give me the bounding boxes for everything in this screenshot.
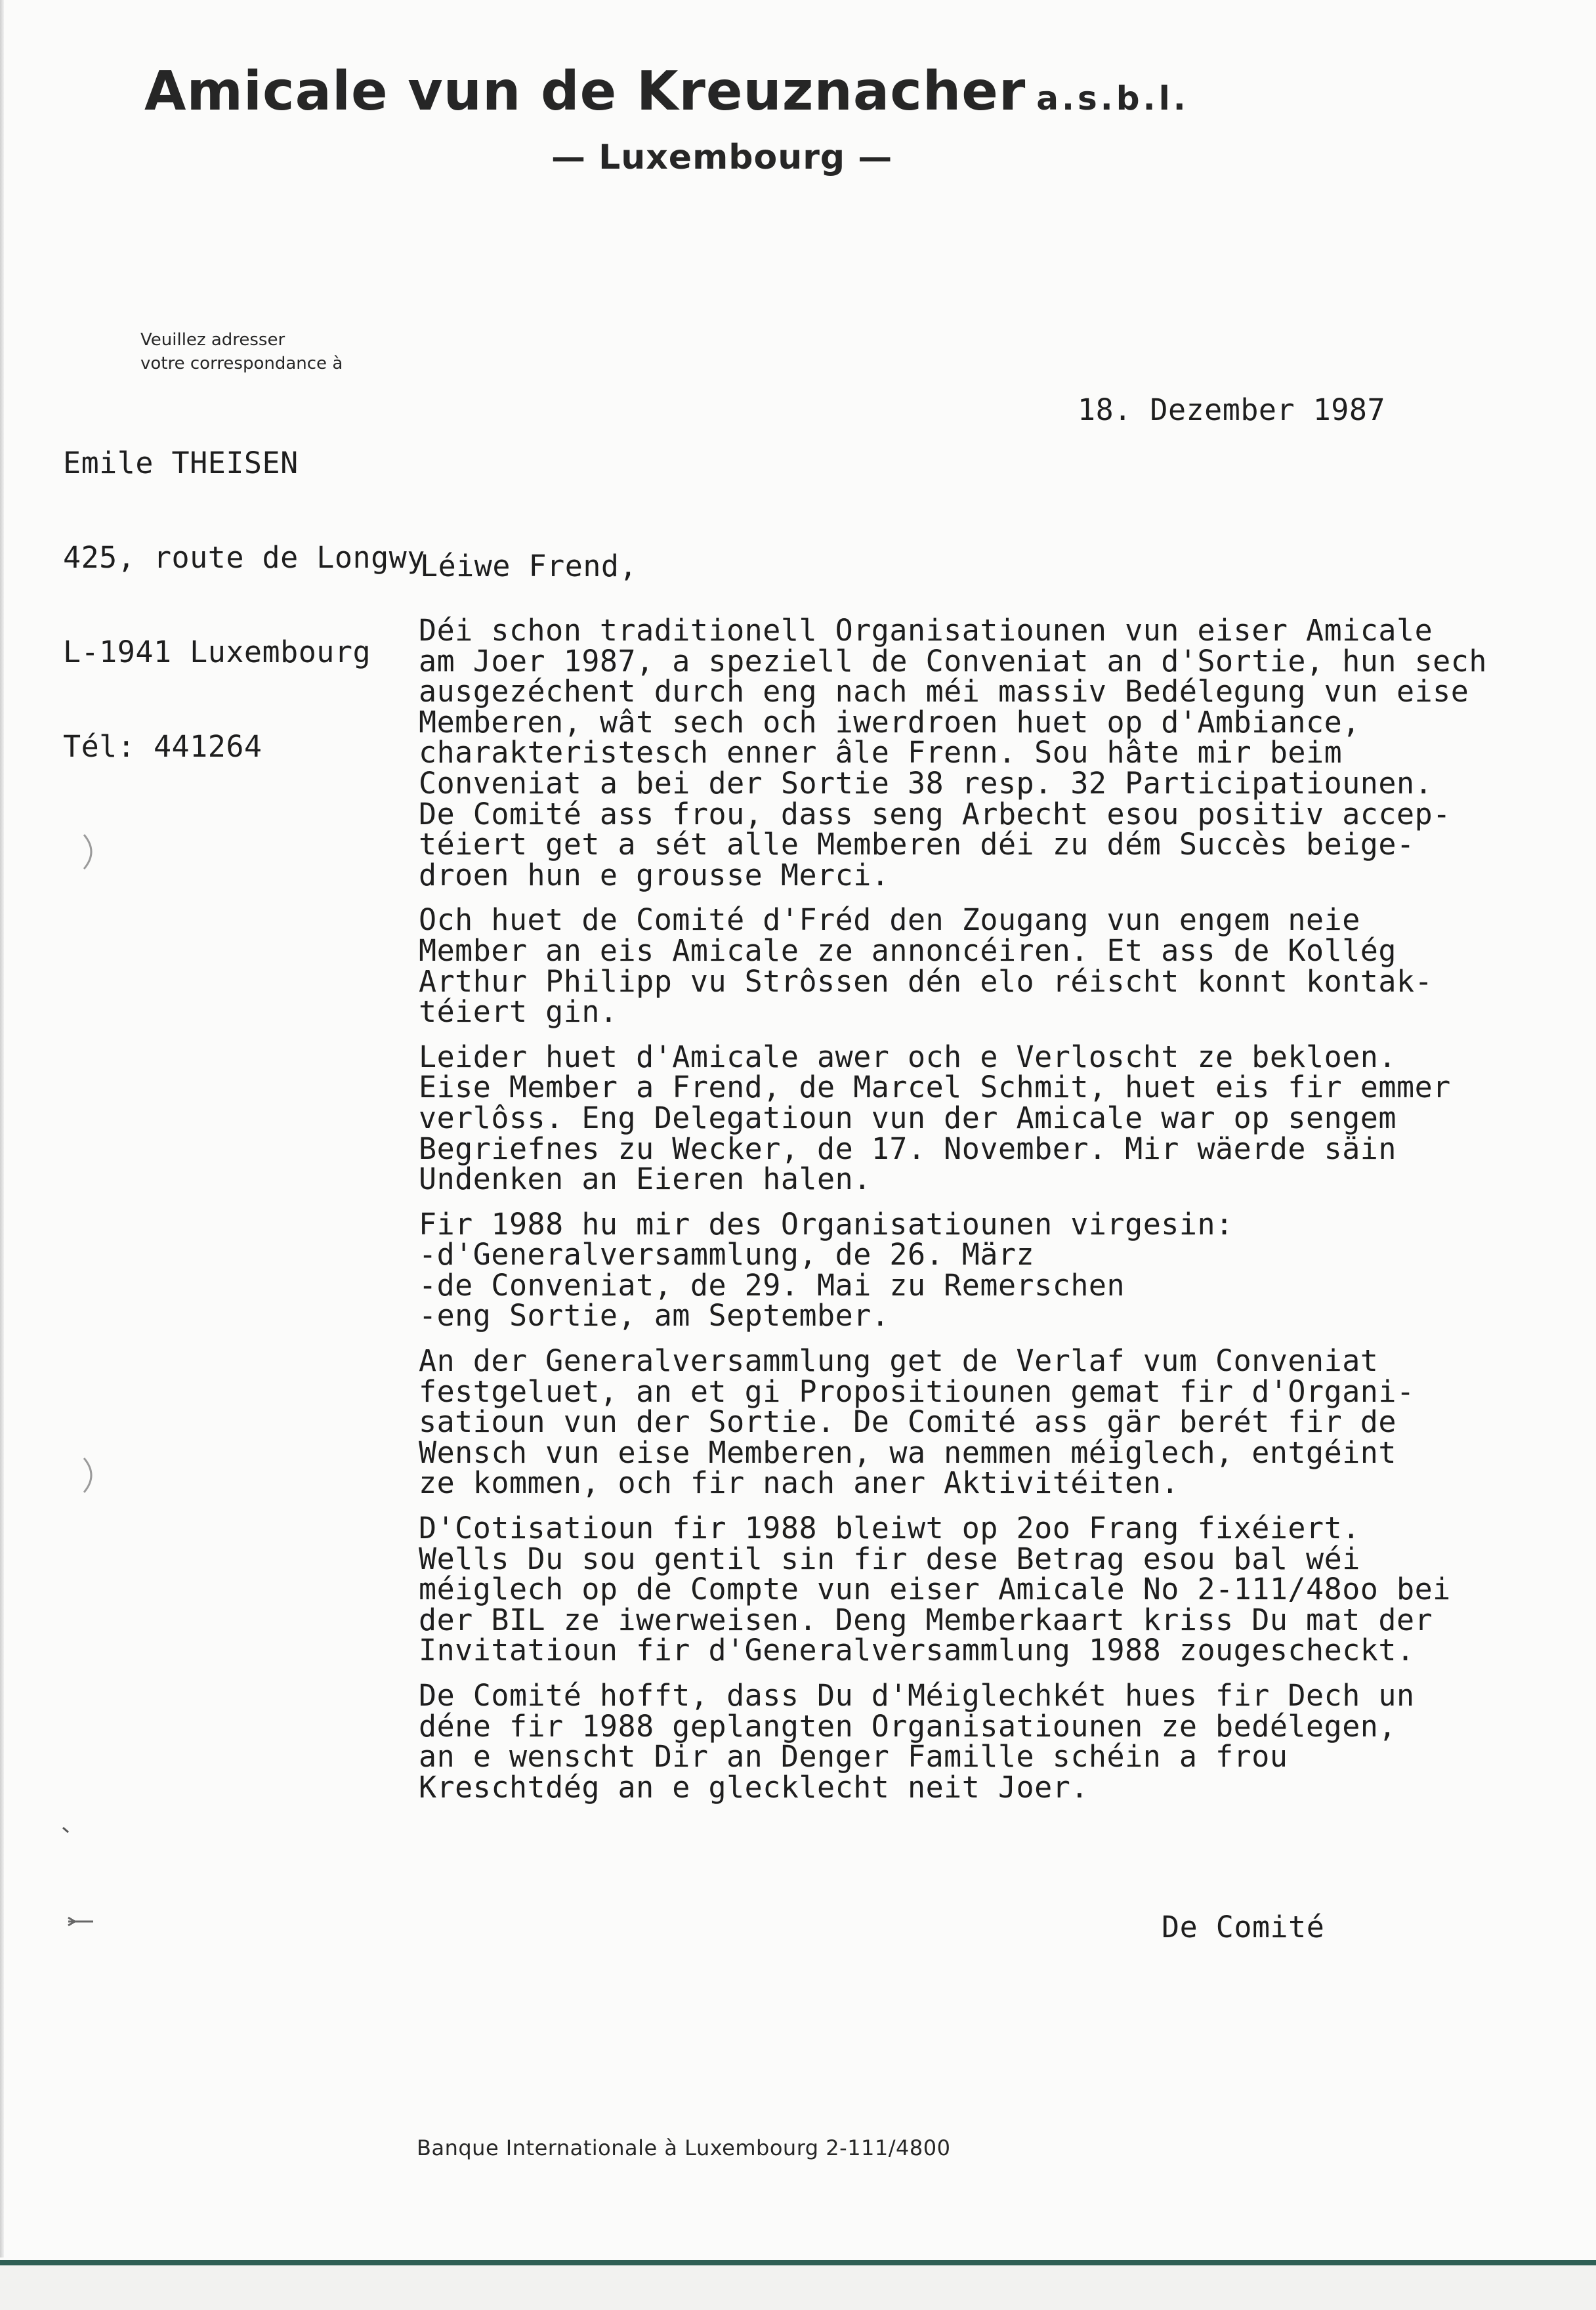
paragraph-line: charakteristesch enner âle Frenn. Sou hâte mir beim xyxy=(419,735,1343,770)
paragraph-line: Arthur Philipp vu Strôssen dén elo réischt konnt kontak- xyxy=(419,963,1433,999)
salutation: Léiwe Frend, xyxy=(420,549,638,583)
page-edge-shadow xyxy=(0,0,4,2258)
paragraph-line: Leider huet d'Amicale awer och e Verloscht ze bekloen. xyxy=(419,1039,1396,1074)
paragraph-line: An der Generalversammlung get de Verlaf vum Conveniat xyxy=(419,1343,1379,1379)
correspondence-note xyxy=(140,328,469,375)
bank-footer: Banque Internationale à Luxembourg 2-111/4800 xyxy=(417,2135,951,2160)
paragraph-line: -d'Generalversammlung, de 26. März xyxy=(419,1237,1035,1272)
paragraph-line: verlôss. Eng Delegatioun vun der Amicale war op sengem xyxy=(419,1100,1396,1135)
sender-name: Emile THEISEN xyxy=(63,446,299,480)
paragraph-line: Kreschtdég an e glecklecht neit Joer. xyxy=(419,1769,1089,1805)
paragraph-line: Fir 1988 hu mir des Organisatiounen virgesin: xyxy=(419,1206,1234,1242)
punch-hole-mark xyxy=(79,1456,101,1495)
letter-paragraph xyxy=(419,1343,1574,1501)
letterhead-title xyxy=(144,60,1457,123)
paragraph-line: D'Cotisatioun fir 1988 bleiwt op 2oo Frang fixéiert. xyxy=(419,1511,1360,1546)
letter-paragraph xyxy=(419,1513,1574,1666)
paragraph-line: ze kommen, och fir nach aner Aktivitéiten. xyxy=(419,1465,1179,1501)
paragraph-line: ausgezéchent durch eng nach méi massiv Bedélegung vun eise xyxy=(419,674,1469,709)
paragraph-line: an e wenscht Dir an Denger Famille schéin a frou xyxy=(419,1739,1288,1774)
sender-city: L-1941 Luxembourg xyxy=(63,635,371,669)
paragraph-line: Memberen, wât sech och iwerdroen huet op d'Ambiance, xyxy=(419,704,1360,740)
margin-arrow-mark xyxy=(66,1915,98,1928)
association-name: Amicale vun de Kreuznacher xyxy=(144,60,1026,123)
correspondence-line: votre correspondance à xyxy=(140,354,343,373)
letter-paragraph xyxy=(419,1039,1574,1197)
paragraph-line: -de Conveniat, de 29. Mai zu Remerschen xyxy=(419,1267,1125,1303)
correspondence-line: Veuillez adresser xyxy=(140,330,285,350)
sender-address xyxy=(63,385,425,826)
paragraph-line: téiert gin. xyxy=(419,994,618,1030)
paragraph-line: Wells Du sou gentil sin fir dese Betrag esou bal wéi xyxy=(419,1541,1360,1576)
paragraph-line: déne fir 1988 geplangten Organisatiounen ze bedélegen, xyxy=(419,1708,1396,1744)
letter-paragraph xyxy=(419,1678,1574,1805)
bottom-strip xyxy=(0,2265,1596,2310)
letterhead-location: — Luxembourg — xyxy=(551,138,893,177)
paragraph-line: Wensch vun eise Memberen, wa nemmen méiglech, entgéint xyxy=(419,1435,1396,1470)
paragraph-line: -eng Sortie, am September. xyxy=(419,1298,890,1334)
paragraph-line: Och huet de Comité d'Fréd den Zougang vun engem neie xyxy=(419,902,1360,938)
paragraph-line: Conveniat a bei der Sortie 38 resp. 32 Participatiounen. xyxy=(419,765,1433,801)
paragraph-line: De Comité ass frou, dass seng Arbecht esou positiv accep- xyxy=(419,796,1451,831)
paragraph-line: Invitatioun fir d'Generalversammlung 1988 zougescheckt. xyxy=(419,1633,1415,1668)
paragraph-line: Member an eis Amicale ze annoncéiren. Et ass de Kollég xyxy=(419,933,1396,968)
letter-paragraph xyxy=(419,902,1574,1030)
association-suffix: a.s.b.l. xyxy=(1036,79,1189,117)
paragraph-line: droen hun e grousse Merci. xyxy=(419,857,890,892)
sender-phone: Tél: 441264 xyxy=(63,729,262,764)
letter-body xyxy=(419,613,1574,1817)
paragraph-line: Undenken an Eieren halen. xyxy=(419,1162,872,1197)
paragraph-line: méiglech op de Compte vun eiser Amicale No 2-111/48oo bei xyxy=(419,1572,1451,1607)
signature: De Comité xyxy=(1162,1910,1325,1944)
paragraph-line: am Joer 1987, a speziell de Conveniat an d'Sortie, hun sech xyxy=(419,643,1487,679)
punch-hole-mark xyxy=(79,832,101,872)
paragraph-line: festgeluet, an et gi Propositiounen gemat fir d'Organi- xyxy=(419,1374,1415,1409)
bottom-rule xyxy=(0,2260,1596,2265)
letter-paragraph xyxy=(419,613,1574,892)
letter-paragraph xyxy=(419,1206,1574,1334)
paragraph-line: der BIL ze iwerweisen. Deng Memberkaart kriss Du mat der xyxy=(419,1602,1433,1637)
paragraph-line: satioun vun der Sortie. De Comité ass gär berét fir de xyxy=(419,1404,1396,1440)
paragraph-line: Déi schon traditionell Organisatiounen vun eiser Amicale xyxy=(419,613,1433,648)
paragraph-line: Eise Member a Frend, de Marcel Schmit, huet eis fir emmer xyxy=(419,1070,1451,1105)
margin-tick-mark xyxy=(60,1826,74,1835)
paragraph-line: Begriefnes zu Wecker, de 17. November. Mir wäerde säin xyxy=(419,1131,1396,1166)
paragraph-line: De Comité hofft, dass Du d'Méiglechkét hues fir Dech un xyxy=(419,1678,1415,1713)
letter-date: 18. Dezember 1987 xyxy=(1078,392,1386,427)
sender-street: 425, route de Longwy xyxy=(63,540,425,575)
paragraph-line: téiert get a sét alle Memberen déi zu dém Succès beige- xyxy=(419,827,1415,862)
